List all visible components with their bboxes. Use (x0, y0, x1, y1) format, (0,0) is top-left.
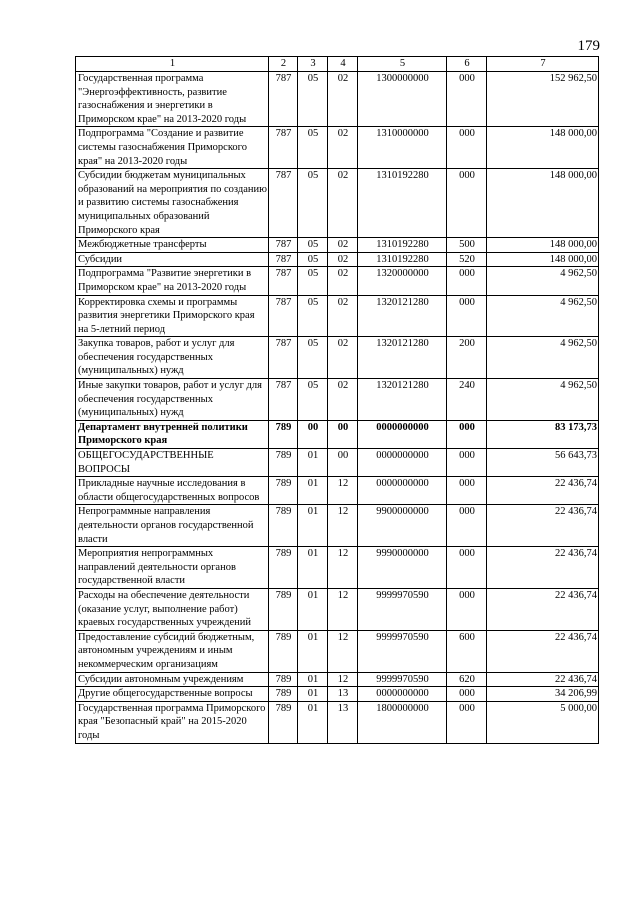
row-name-cell: Департамент внутренней политики Приморского края (76, 420, 269, 448)
header-col-1: 1 (76, 57, 269, 72)
row-expense-type-cell: 000 (447, 449, 487, 477)
row-admin-code-cell: 789 (269, 701, 298, 743)
row-amount-cell: 4 962,50 (487, 337, 599, 379)
row-target-article-cell: 1800000000 (358, 701, 447, 743)
table-row (76, 701, 599, 743)
row-section-cell: 01 (298, 701, 328, 743)
row-admin-code-cell: 789 (269, 505, 298, 547)
row-amount-cell: 22 436,74 (487, 477, 599, 505)
row-expense-type-cell: 200 (447, 337, 487, 379)
table-row (76, 379, 599, 421)
row-section-cell: 05 (298, 337, 328, 379)
row-amount-cell: 22 436,74 (487, 672, 599, 687)
row-subsection-cell: 00 (328, 420, 358, 448)
table-header-row (76, 57, 599, 72)
row-admin-code-cell: 787 (269, 127, 298, 169)
row-section-cell: 05 (298, 238, 328, 253)
row-expense-type-cell: 000 (447, 267, 487, 295)
row-name-cell: Мероприятия непрограммных направлений деятельности органов государственной власти (76, 547, 269, 589)
row-subsection-cell: 02 (328, 238, 358, 253)
row-name-cell: ОБЩЕГОСУДАРСТВЕННЫЕ ВОПРОСЫ (76, 449, 269, 477)
table-row (76, 505, 599, 547)
row-target-article-cell: 0000000000 (358, 477, 447, 505)
row-section-cell: 01 (298, 588, 328, 630)
row-subsection-cell: 02 (328, 379, 358, 421)
row-section-cell: 05 (298, 295, 328, 337)
row-section-cell: 05 (298, 127, 328, 169)
row-name-cell: Другие общегосударственные вопросы (76, 687, 269, 702)
row-admin-code-cell: 789 (269, 449, 298, 477)
row-target-article-cell: 1300000000 (358, 72, 447, 127)
row-name-cell: Корректировка схемы и программы развития энергетики Приморского края на 5-летний период (76, 295, 269, 337)
row-section-cell: 01 (298, 547, 328, 589)
table-row (76, 630, 599, 672)
row-name-cell: Субсидии (76, 252, 269, 267)
row-admin-code-cell: 787 (269, 267, 298, 295)
row-subsection-cell: 02 (328, 169, 358, 238)
table-row (76, 238, 599, 253)
row-expense-type-cell: 000 (447, 127, 487, 169)
table-row (76, 169, 599, 238)
header-col-4: 4 (328, 57, 358, 72)
table-row (76, 672, 599, 687)
row-subsection-cell: 12 (328, 672, 358, 687)
table-row (76, 252, 599, 267)
table-row (76, 420, 599, 448)
row-expense-type-cell: 620 (447, 672, 487, 687)
row-expense-type-cell: 000 (447, 687, 487, 702)
row-subsection-cell: 02 (328, 72, 358, 127)
row-amount-cell: 34 206,99 (487, 687, 599, 702)
row-amount-cell: 5 000,00 (487, 701, 599, 743)
row-section-cell: 05 (298, 252, 328, 267)
row-target-article-cell: 1310000000 (358, 127, 447, 169)
row-admin-code-cell: 787 (269, 169, 298, 238)
table-row (76, 72, 599, 127)
header-col-6: 6 (447, 57, 487, 72)
table-row (76, 547, 599, 589)
row-target-article-cell: 9999970590 (358, 672, 447, 687)
row-name-cell: Государственная программа "Энергоэффективность, развитие газоснабжения и энергетики в Приморском крае" на 2013-2020 годы (76, 72, 269, 127)
header-col-3: 3 (298, 57, 328, 72)
row-amount-cell: 148 000,00 (487, 252, 599, 267)
row-subsection-cell: 02 (328, 337, 358, 379)
row-expense-type-cell: 000 (447, 295, 487, 337)
row-target-article-cell: 0000000000 (358, 420, 447, 448)
row-subsection-cell: 02 (328, 127, 358, 169)
row-target-article-cell: 0000000000 (358, 687, 447, 702)
row-amount-cell: 22 436,74 (487, 588, 599, 630)
row-name-cell: Субсидии автономным учреждениям (76, 672, 269, 687)
header-col-2: 2 (269, 57, 298, 72)
row-name-cell: Иные закупки товаров, работ и услуг для обеспечения государственных (муниципальных) нужд (76, 379, 269, 421)
row-target-article-cell: 1320121280 (358, 295, 447, 337)
row-target-article-cell: 9900000000 (358, 505, 447, 547)
row-expense-type-cell: 500 (447, 238, 487, 253)
row-target-article-cell: 1310192280 (358, 169, 447, 238)
row-amount-cell: 4 962,50 (487, 379, 599, 421)
budget-table (75, 56, 599, 744)
row-expense-type-cell: 000 (447, 72, 487, 127)
header-col-5: 5 (358, 57, 447, 72)
row-amount-cell: 148 000,00 (487, 127, 599, 169)
table-row (76, 267, 599, 295)
row-subsection-cell: 12 (328, 588, 358, 630)
row-amount-cell: 22 436,74 (487, 505, 599, 547)
row-name-cell: Предоставление субсидий бюджетным, автономным учреждениям и иным некоммерческим организациям (76, 630, 269, 672)
row-section-cell: 01 (298, 449, 328, 477)
row-subsection-cell: 13 (328, 687, 358, 702)
row-amount-cell: 22 436,74 (487, 547, 599, 589)
row-expense-type-cell: 520 (447, 252, 487, 267)
row-target-article-cell: 1320121280 (358, 379, 447, 421)
row-subsection-cell: 02 (328, 295, 358, 337)
row-section-cell: 05 (298, 72, 328, 127)
row-amount-cell: 148 000,00 (487, 238, 599, 253)
row-expense-type-cell: 240 (447, 379, 487, 421)
row-section-cell: 01 (298, 477, 328, 505)
row-expense-type-cell: 000 (447, 547, 487, 589)
row-target-article-cell: 9999970590 (358, 588, 447, 630)
row-name-cell: Подпрограмма "Развитие энергетики в Приморском крае" на 2013-2020 годы (76, 267, 269, 295)
row-target-article-cell: 1320000000 (358, 267, 447, 295)
table-row (76, 295, 599, 337)
row-amount-cell: 56 643,73 (487, 449, 599, 477)
row-target-article-cell: 9990000000 (358, 547, 447, 589)
row-target-article-cell: 0000000000 (358, 449, 447, 477)
row-admin-code-cell: 787 (269, 252, 298, 267)
row-name-cell: Расходы на обеспечение деятельности (оказание услуг, выполнение работ) краевых государственных учреждений (76, 588, 269, 630)
row-name-cell: Субсидии бюджетам муниципальных образований на мероприятия по созданию и развитию системы газоснабжения муниципальных образований Приморского края (76, 169, 269, 238)
row-subsection-cell: 12 (328, 630, 358, 672)
row-target-article-cell: 9999970590 (358, 630, 447, 672)
row-section-cell: 01 (298, 505, 328, 547)
row-admin-code-cell: 789 (269, 420, 298, 448)
row-name-cell: Прикладные научные исследования в области общегосударственных вопросов (76, 477, 269, 505)
row-amount-cell: 148 000,00 (487, 169, 599, 238)
row-admin-code-cell: 789 (269, 477, 298, 505)
table-body (76, 72, 599, 744)
row-expense-type-cell: 000 (447, 477, 487, 505)
row-subsection-cell: 12 (328, 547, 358, 589)
row-section-cell: 05 (298, 379, 328, 421)
row-admin-code-cell: 787 (269, 379, 298, 421)
row-admin-code-cell: 787 (269, 337, 298, 379)
table-row (76, 477, 599, 505)
header-col-7: 7 (487, 57, 599, 72)
row-subsection-cell: 00 (328, 449, 358, 477)
row-section-cell: 05 (298, 169, 328, 238)
row-subsection-cell: 02 (328, 267, 358, 295)
row-expense-type-cell: 000 (447, 420, 487, 448)
row-section-cell: 05 (298, 267, 328, 295)
row-name-cell: Подпрограмма "Создание и развитие системы газоснабжения Приморского края" на 2013-2020 годы (76, 127, 269, 169)
page-number: 179 (577, 38, 600, 54)
table-row (76, 127, 599, 169)
row-admin-code-cell: 789 (269, 630, 298, 672)
row-amount-cell: 83 173,73 (487, 420, 599, 448)
row-admin-code-cell: 787 (269, 238, 298, 253)
row-admin-code-cell: 789 (269, 687, 298, 702)
row-name-cell: Межбюджетные трансферты (76, 238, 269, 253)
row-name-cell: Закупка товаров, работ и услуг для обеспечения государственных (муниципальных) нужд (76, 337, 269, 379)
row-target-article-cell: 1310192280 (358, 252, 447, 267)
row-expense-type-cell: 000 (447, 169, 487, 238)
row-section-cell: 01 (298, 672, 328, 687)
row-expense-type-cell: 000 (447, 588, 487, 630)
row-amount-cell: 4 962,50 (487, 295, 599, 337)
row-name-cell: Государственная программа Приморского края "Безопасный край" на 2015-2020 годы (76, 701, 269, 743)
table-row (76, 337, 599, 379)
table-row (76, 588, 599, 630)
row-amount-cell: 152 962,50 (487, 72, 599, 127)
row-expense-type-cell: 000 (447, 505, 487, 547)
row-subsection-cell: 12 (328, 505, 358, 547)
row-admin-code-cell: 789 (269, 672, 298, 687)
row-amount-cell: 4 962,50 (487, 267, 599, 295)
row-admin-code-cell: 789 (269, 547, 298, 589)
table-row (76, 449, 599, 477)
row-target-article-cell: 1320121280 (358, 337, 447, 379)
row-admin-code-cell: 787 (269, 295, 298, 337)
row-section-cell: 01 (298, 630, 328, 672)
row-section-cell: 00 (298, 420, 328, 448)
row-target-article-cell: 1310192280 (358, 238, 447, 253)
row-expense-type-cell: 000 (447, 701, 487, 743)
row-subsection-cell: 02 (328, 252, 358, 267)
row-name-cell: Непрограммные направления деятельности органов государственной власти (76, 505, 269, 547)
row-subsection-cell: 13 (328, 701, 358, 743)
row-expense-type-cell: 600 (447, 630, 487, 672)
row-subsection-cell: 12 (328, 477, 358, 505)
row-admin-code-cell: 789 (269, 588, 298, 630)
row-amount-cell: 22 436,74 (487, 630, 599, 672)
row-admin-code-cell: 787 (269, 72, 298, 127)
table-row (76, 687, 599, 702)
row-section-cell: 01 (298, 687, 328, 702)
